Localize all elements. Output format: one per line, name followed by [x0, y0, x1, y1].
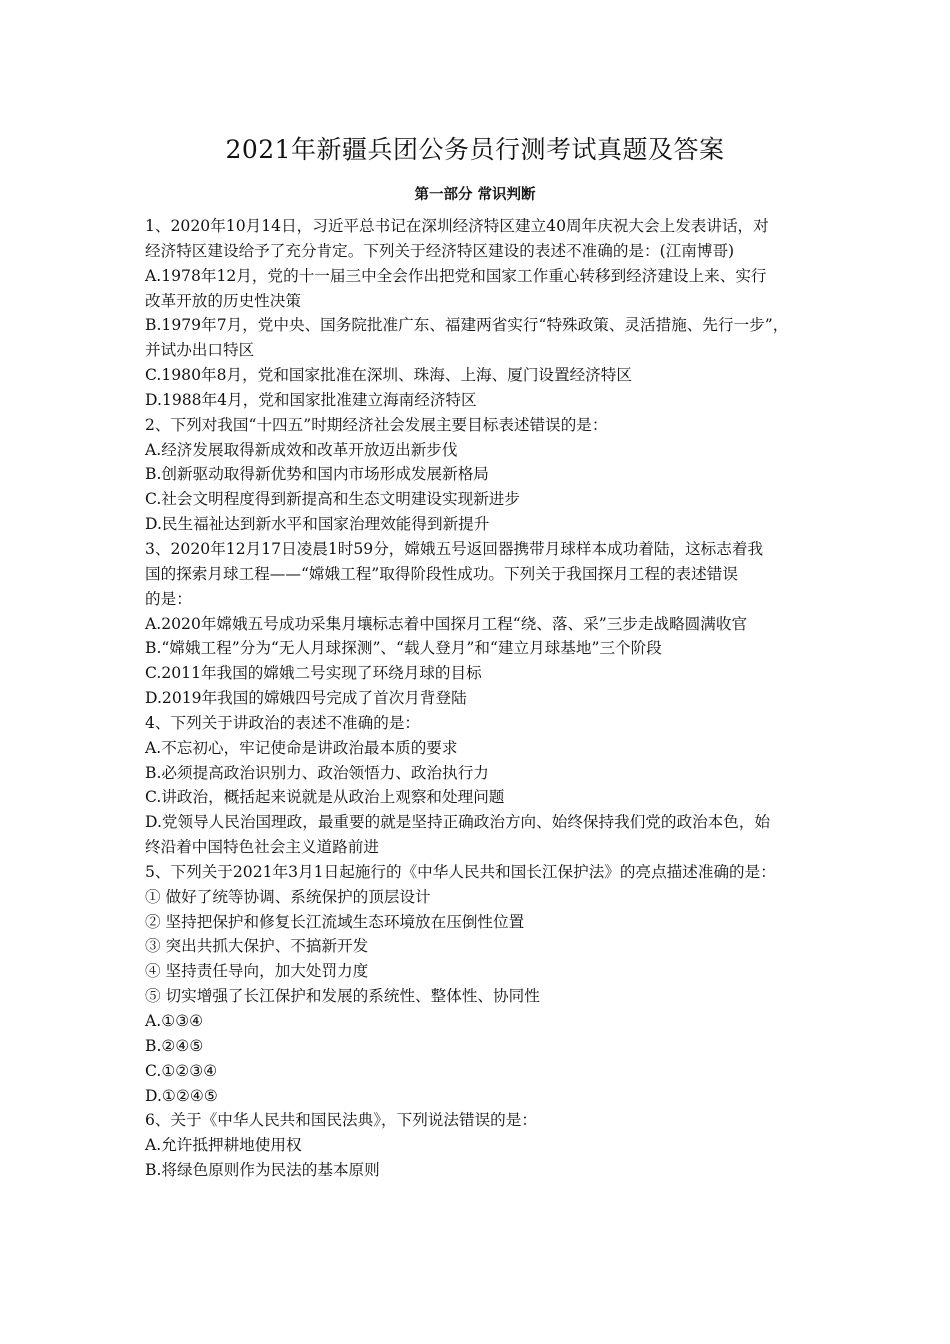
text-line: 的是： [145, 589, 192, 608]
text-line: C.①②③④ [145, 1061, 218, 1080]
text-line: 并试办出口特区 [145, 341, 255, 360]
text-line: 1、2020年10月14日，习近平总书记在深圳经济特区建立40周年庆祝大会上发表讲话，对 [145, 217, 769, 235]
text-line: B.创新驱动取得新优势和国内市场形成发展新格局 [145, 465, 489, 484]
text-line: B.1979年7月，党中央、国务院批准广东、福建两省实行“特殊政策、灵活措施、先行一步”， [145, 316, 789, 335]
text-line: B.“嫦娥工程”分为“无人月球探测”、“载人登月”和“建立月球基地”三个阶段 [145, 639, 662, 658]
section-heading: 第一部分 常识判断 [414, 187, 536, 203]
text-line: A.经济发展取得新成效和改革开放迈出新步伐 [145, 440, 458, 459]
document-body [145, 214, 817, 1183]
text-line: ⑤ 切实增强了长江保护和发展的系统性、整体性、协同性 [145, 987, 540, 1006]
text-line: D.2019年我国的嫦娥四号完成了首次月背登陆 [145, 689, 467, 708]
text-line: 3、2020年12月17日凌晨1时59分，嫦娥五号返回器携带月球样本成功着陆，这标志着我 [145, 539, 764, 558]
text-line: 终沿着中国特色社会主义道路前进 [145, 838, 379, 857]
text-line: 6、关于《中华人民共和国民法典》，下列说法错误的是： [145, 1111, 537, 1130]
text-line: D.民生福祉达到新水平和国家治理效能得到新提升 [145, 515, 490, 534]
text-line: D.1988年4月，党和国家批准建立海南经济特区 [145, 390, 477, 409]
text-line: 改革开放的历史性决策 [145, 291, 301, 310]
text-line: A.①③④ [145, 1012, 204, 1030]
text-line: ① 做好了统等协调、系统保护的顶层设计 [145, 887, 431, 906]
text-line: A.1978年12月，党的十一届三中全会作出把党和国家工作重心转移到经济建设上来、实行 [145, 266, 767, 285]
text-line: 4、下列关于讲政治的表述不准确的是： [145, 713, 421, 732]
text-line: 经济特区建设给予了充分肯定。下列关于经济特区建设的表述不准确的是：(江南博哥) [145, 241, 735, 260]
text-line: D.党领导人民治国理政，最重要的就是坚持正确政治方向、始终保持我们党的政治本色，始 [145, 813, 771, 832]
text-line: C.1980年8月，党和国家批准在深圳、珠海、上海、厦门设置经济特区 [145, 366, 632, 385]
text-line: 国的探索月球工程——“嫦娥工程”取得阶段性成功。下列关于我国探月工程的表述错误 [145, 564, 738, 583]
text-line: C.讲政治，概括起来说就是从政治上观察和处理问题 [145, 788, 505, 807]
text-line: ④ 坚持责任导向，加大处罚力度 [145, 962, 369, 981]
text-line: C.社会文明程度得到新提高和生态文明建设实现新进步 [145, 490, 520, 509]
text-line: B.必须提高政治识别力、政治领悟力、政治执行力 [145, 763, 489, 782]
document-title: 2021年新疆兵团公务员行测考试真题及答案 [225, 135, 725, 164]
text-line: 5、下列关于2021年3月1日起施行的《中华人民共和国长江保护法》的亮点描述准确的是： [145, 862, 776, 881]
text-line: A.2020年嫦娥五号成功采集月壤标志着中国探月工程“绕、落、采”三步走战略圆满收官 [145, 614, 748, 633]
text-line: A.允许抵押耕地使用权 [145, 1136, 302, 1155]
text-line: D.①②④⑤ [145, 1086, 218, 1105]
text-line: A.不忘初心，牢记使命是讲政治最本质的要求 [145, 738, 458, 757]
text-line: 2、下列对我国“十四五”时期经济社会发展主要目标表述错误的是： [145, 415, 608, 434]
text-line: ③ 突出共抓大保护、不搞新开发 [145, 937, 369, 956]
text-line: C.2011年我国的嫦娥二号实现了环绕月球的目标 [145, 664, 482, 683]
text-line: ② 坚持把保护和修复长江流域生态环境放在压倒性位置 [145, 912, 525, 931]
text-line: B.将绿色原则作为民法的基本原则 [145, 1161, 380, 1180]
text-line: B.②④⑤ [145, 1036, 204, 1055]
